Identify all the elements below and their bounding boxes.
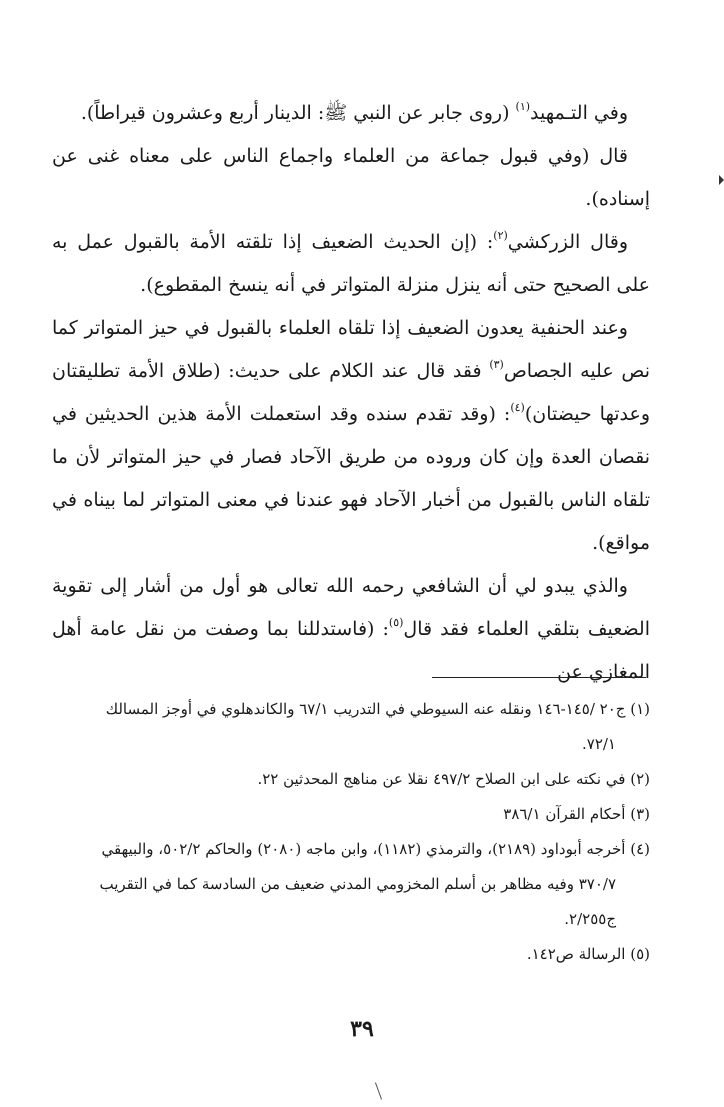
footnote-2: (٢) في نكته على ابن الصلاح ٤٩٧/٢ نقلا عن مناهج المحدثين ٢٢.: [257, 770, 650, 788]
footnote-separator: [432, 677, 646, 678]
footnote-1: (١) ج٢٠ /١٤٥-١٤٦ ونقله عنه السيوطي في التدريب ٦٧/١ والكاندهلوي في أوجز المسالك ٧٢/١.: [105, 700, 650, 753]
paragraph-5: والذي يبدو لي أن الشافعي رحمه الله تعالى هو أول من أشار إلى تقوية الضعيف بتلقي العلماء فقد قال$^{(٥)}$: (فاستدللنا بما وصفت من نقل عامة أهل المغازي عن: [52, 575, 651, 683]
footnotes: [52, 692, 650, 972]
margin-mark: [719, 175, 724, 185]
footnote-4: (٤) أخرجه أبوداود (٢١٨٩)، والترمذي (١١٨٢)، وابن ماجه (٢٠٨٠) والحاكم ٥٠٢/٢، والبيهقي ٣٧٠/٧ وفيه مظاهر بن أسلم المخزومي المدني ضعيف من السادسة كما في التقريب ج٢/٢٥٥.: [99, 840, 650, 928]
paragraph-2: قال (وفي قبول جماعة من العلماء واجماع الناس على معناه غنى عن إسناده).: [52, 145, 650, 210]
main-text: [52, 92, 650, 694]
footnote-ref-2[interactable]: (٢): [493, 229, 508, 242]
paragraph-1: وفي التـمهيد$^{(١)}$ (روى جابر عن النبي ﷺ: الدينار أربع وعشرون قيراطاً).: [80, 100, 628, 124]
paragraph-3: وقال الزركشي$^{(٢)}$: (إن الحديث الضعيف إذا تلقته الأمة بالقبول عمل به على الصحيح حتى أنه ينزل منزلة المتواتر في أنه ينسخ المقطوع).: [52, 229, 650, 296]
footnote-3: (٣) أحكام القرآن ٣٨٦/١: [503, 805, 650, 823]
footnote-5: (٥) الرسالة ص١٤٢.: [526, 945, 650, 963]
scan-mark: [375, 1082, 382, 1099]
paragraph-4: وعند الحنفية يعدون الضعيف إذا تلقاه العلماء بالقبول في حيز المتواتر كما نص عليه الجصاص$^{(٣)}$ فقد قال عند الكلام على حديث: (طلاق الأمة تطليقتان وعدتها حيضتان)$^{(٤)}$: (وقد تقدم سنده وقد استعملت الأمة هذين الحديثين في نقصان العدة وإن كان وروده من طريق الآحاد فصار في حيز المتواتر لأن ما تلقاه الناس بالقبول من أخبار الآحاد فهو عندنا في معنى المتواتر لما بيناه في مواقع).: [52, 317, 651, 554]
footnote-ref-1[interactable]: (١): [515, 100, 531, 113]
footnote-ref-5[interactable]: (٥): [388, 616, 404, 629]
footnote-ref-3[interactable]: (٣): [489, 358, 504, 371]
page-number: ٣٩: [350, 1016, 374, 1042]
footnote-ref-4[interactable]: (٤): [510, 401, 525, 414]
